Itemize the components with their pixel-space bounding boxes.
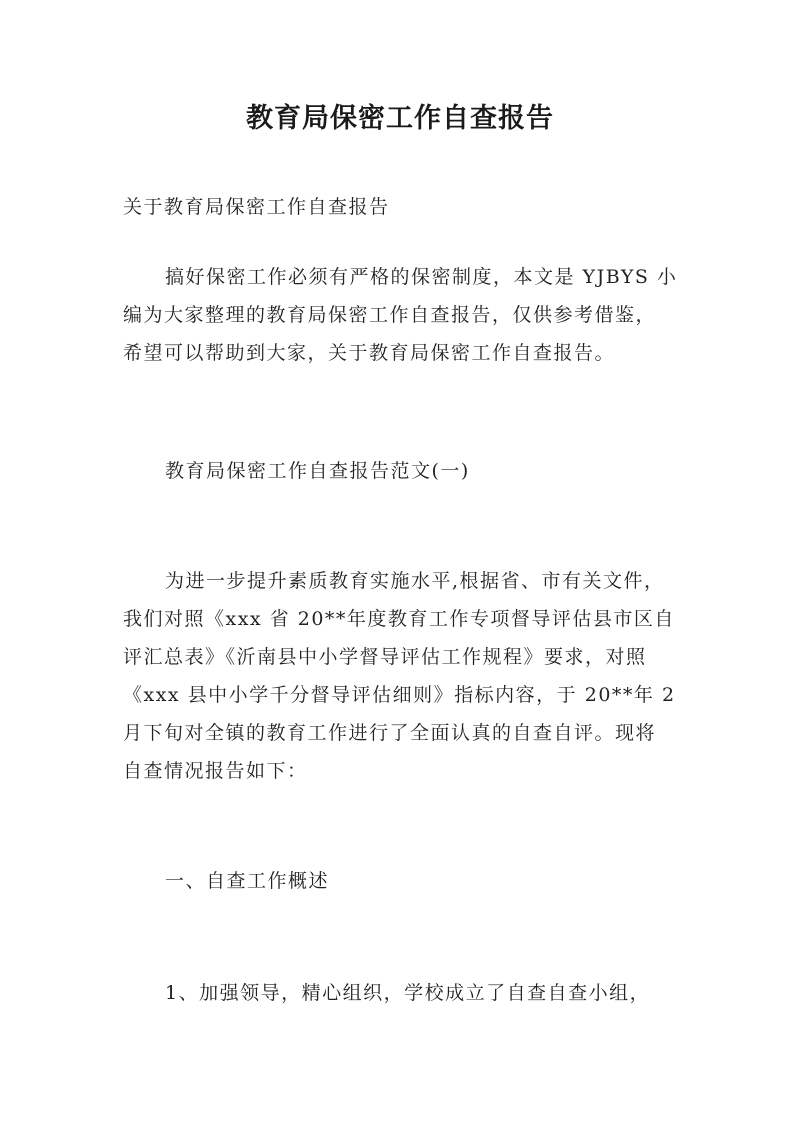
document-title: 教育局保密工作自查报告 (246, 103, 554, 134)
intro-line: 搞好保密工作必须有严格的保密制度，本文是 YJBYS 小 (165, 266, 678, 288)
item-1-text: 1、加强领导，精心组织，学校成立了自查自查小组， (165, 982, 651, 1004)
intro-line: 编为大家整理的教育局保密工作自查报告，仅供参考借鉴， (123, 304, 657, 326)
document-subtitle (123, 188, 693, 226)
intro-line: 希望可以帮助到大家，关于教育局保密工作自查报告。 (123, 342, 616, 364)
body-line: 为进一步提升素质教育实施水平,根据省、市有关文件， (165, 570, 665, 592)
body-line: 月下旬对全镇的教育工作进行了全面认真的自查自评。现将 (123, 722, 657, 744)
subtitle-text: 关于教育局保密工作自查报告 (123, 196, 390, 218)
intro-paragraph (123, 258, 693, 372)
section-heading-text: 教育局保密工作自查报告范文(一) (165, 460, 470, 482)
item-1 (123, 974, 693, 1012)
body-line: 评汇总表》《沂南县中小学督导评估工作规程》要求，对照 (123, 646, 647, 668)
body-line: 自查情况报告如下： (123, 760, 308, 782)
section-heading (123, 452, 693, 490)
heading-1-text: 一、自查工作概述 (165, 870, 330, 892)
body-line: 我们对照《xxx 省 20**年度教育工作专项督导评估县市区自 (123, 608, 675, 630)
heading-1 (123, 862, 693, 900)
body-line: 《xxx 县中小学千分督导评估细则》指标内容，于 20**年 2 (123, 684, 676, 706)
body-paragraph (123, 562, 693, 790)
